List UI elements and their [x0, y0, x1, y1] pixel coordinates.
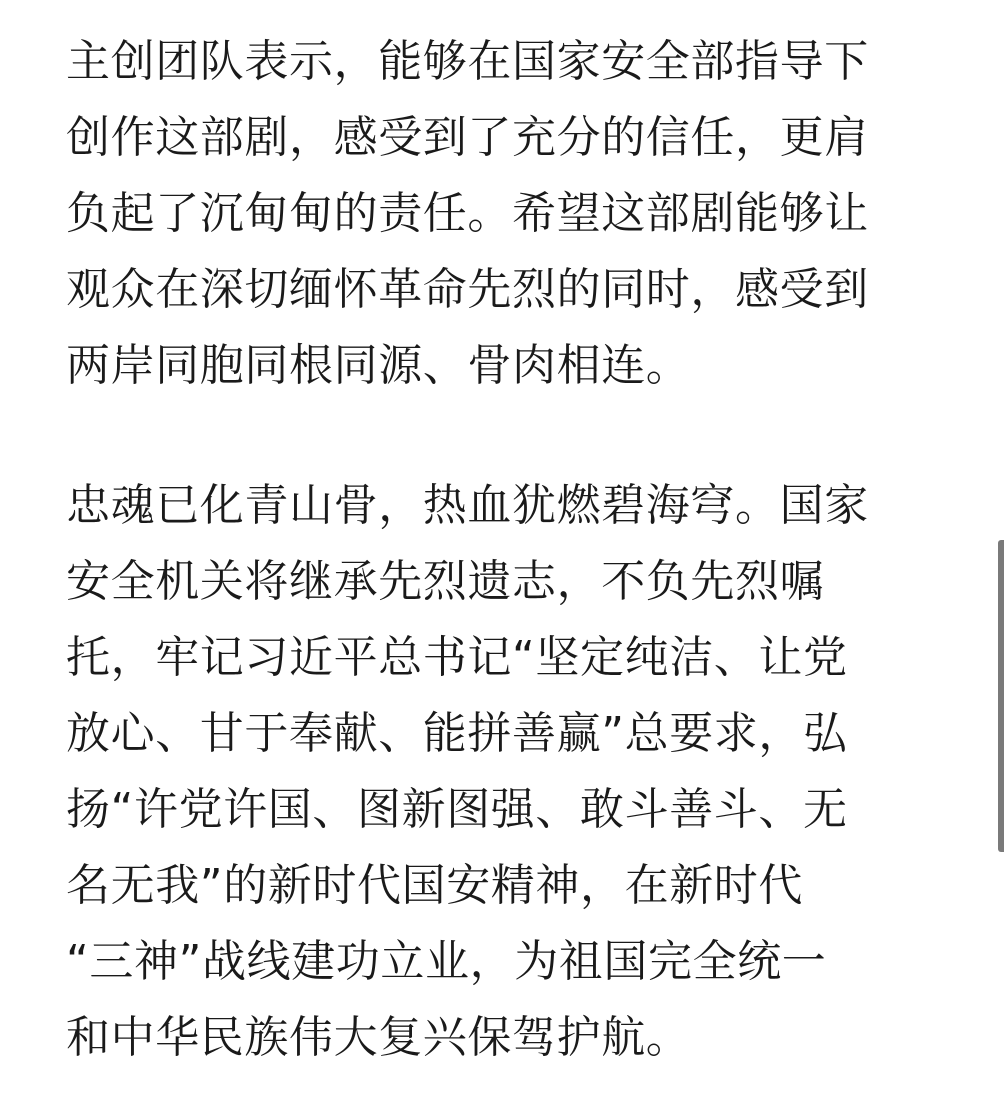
text-line: 安全机关将继承先烈遗志，不负先烈嘱 [66, 556, 825, 607]
text-line: 忠魂已化青山骨，热血犹燃碧海穹。国家 [66, 480, 869, 531]
text-line: 名无我”的新时代国安精神，在新时代 [66, 860, 803, 911]
text-line: 主创团队表示，能够在国家安全部指导下 [66, 36, 869, 87]
text-line: 创作这部剧，感受到了充分的信任，更肩 [66, 112, 869, 163]
text-line: 和中华民族伟大复兴保驾护航。 [66, 1012, 691, 1063]
text-line: 负起了沉甸甸的责任。希望这部剧能够让 [66, 188, 869, 239]
text-line: 扬“许党许国、图新图强、敢斗善斗、无 [66, 784, 848, 835]
text-line: 托，牢记习近平总书记“坚定纯洁、让党 [66, 632, 848, 683]
text-line: 观众在深切缅怀革命先烈的同时，感受到 [66, 264, 869, 315]
text-line: 放心、甘于奉献、能拼善赢”总要求，弘 [66, 708, 848, 759]
text-line: 两岸同胞同根同源、骨肉相连。 [66, 340, 691, 391]
scrollbar[interactable] [998, 540, 1004, 852]
text-line: “三神”战线建功立业，为祖国完全统一 [66, 936, 827, 987]
